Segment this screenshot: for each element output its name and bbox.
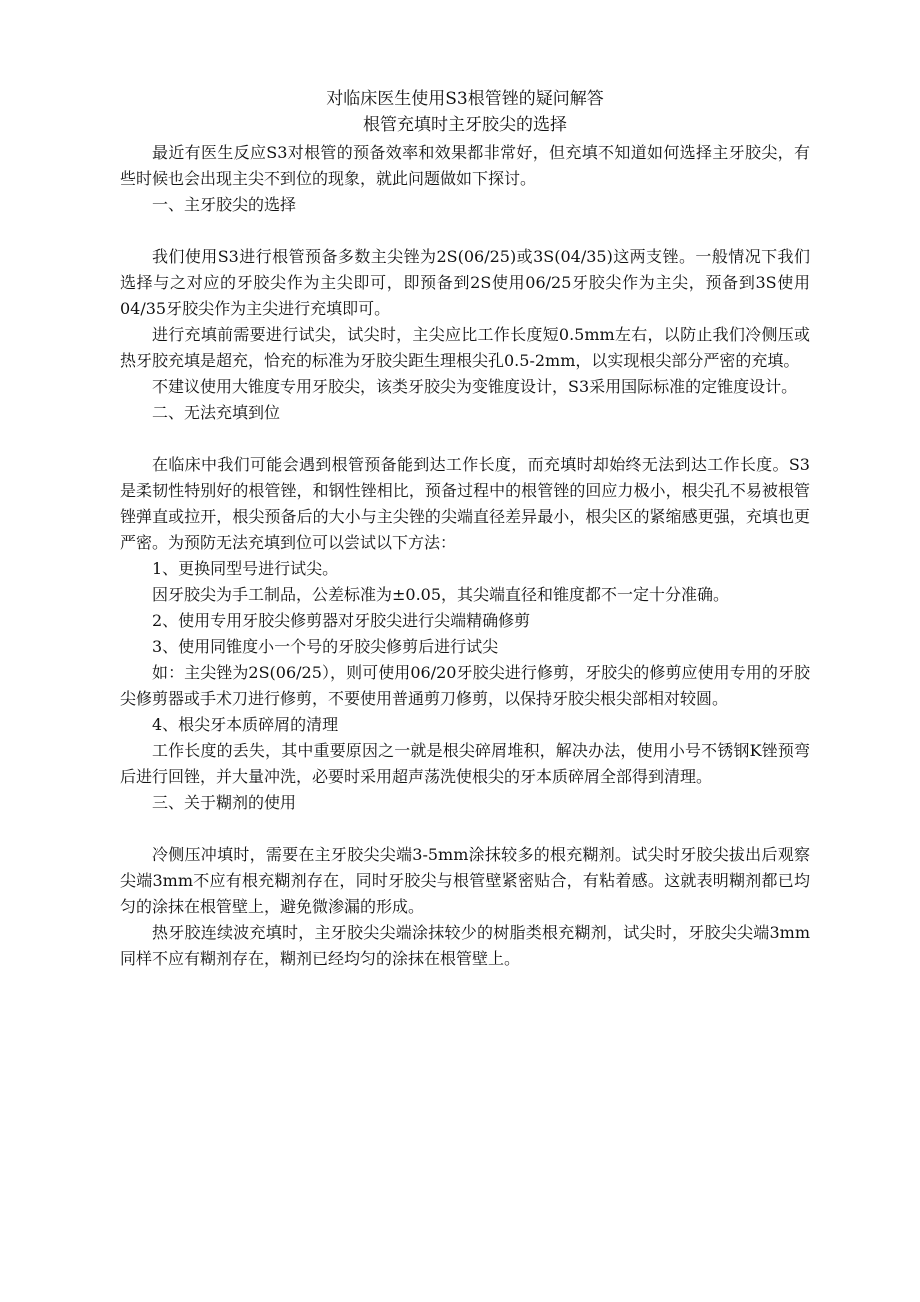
section-1-paragraph-1: 我们使用S3进行根管预备多数主尖锉为2S(06/25)或3S(04/35)这两支锉。一般情况下我们选择与之对应的牙胶尖作为主尖即可，即预备到2S使用06/25牙胶尖作为主尖，预备到3S使用04/35牙胶尖作为主尖进行充填即可。 [120, 247, 810, 318]
spacer [120, 218, 810, 244]
document-subtitle: 根管充填时主牙胶尖的选择 [363, 115, 567, 135]
section-3-paragraph-2: 热牙胶连续波充填时，主牙胶尖尖端涂抹较少的树脂类根充糊剂，试尖时，牙胶尖尖端3mm同样不应有糊剂存在，糊剂已经均匀的涂抹在根管壁上。 [120, 923, 810, 968]
spacer [120, 816, 810, 842]
section-1-paragraph-2: 进行充填前需要进行试尖，试尖时，主尖应比工作长度短0.5mm左右，以防止我们冷侧压或热牙胶充填是超充，恰充的标准为牙胶尖距生理根尖孔0.5-2mm，以实现根尖部分严密的充填。 [120, 325, 810, 370]
section-1-heading: 一、主牙胶尖的选择 [152, 195, 297, 214]
list-item-3: 3、使用同锥度小一个号的牙胶尖修剪后进行试尖 [152, 637, 499, 656]
list-item-1-description: 因牙胶尖为手工制品，公差标准为±0.05，其尖端直径和锥度都不一定十分准确。 [152, 585, 730, 604]
section-2-paragraph-1: 在临床中我们可能会遇到根管预备能到达工作长度，而充填时却始终无法到达工作长度。S3是柔韧性特别好的根管锉，和钢性锉相比，预备过程中的根管锉的回应力极小，根尖孔不易被根管锉弹直或拉开，根尖预备后的大小与主尖锉的尖端直径差异最小，根尖区的紧缩感更强，充填也更严密。为预防无法充填到位可以尝试以下方法： [120, 455, 810, 552]
section-2-heading: 二、无法充填到位 [152, 403, 281, 422]
list-item-4-description: 工作长度的丢失，其中重要原因之一就是根尖碎屑堆积，解决办法，使用小号不锈钢K锉预弯后进行回锉，并大量冲洗，必要时采用超声荡洗使根尖的牙本质碎屑全部得到清理。 [120, 741, 810, 786]
intro-paragraph: 最近有医生反应S3对根管的预备效率和效果都非常好，但充填不知道如何选择主牙胶尖，有些时候也会出现主尖不到位的现象，就此问题做如下探讨。 [120, 143, 810, 188]
list-item-1: 1、更换同型号进行试尖。 [152, 559, 339, 578]
section-3-paragraph-1: 冷侧压冲填时，需要在主牙胶尖尖端3-5mm涂抹较多的根充糊剂。试尖时牙胶尖拔出后观察尖端3mm不应有根充糊剂存在，同时牙胶尖与根管壁紧密贴合，有粘着感。这就表明糊剂都已均匀的涂抹在根管壁上，避免微渗漏的形成。 [120, 845, 810, 916]
spacer [120, 426, 810, 452]
section-3-heading: 三、关于糊剂的使用 [152, 793, 297, 812]
document-title: 对临床医生使用S3根管锉的疑问解答 [326, 89, 604, 109]
list-item-4: 4、根尖牙本质碎屑的清理 [152, 715, 339, 734]
section-1-paragraph-3: 不建议使用大锥度专用牙胶尖，该类牙胶尖为变锥度设计，S3采用国际标准的定锥度设计。 [152, 377, 798, 396]
list-item-2: 2、使用专用牙胶尖修剪器对牙胶尖进行尖端精确修剪 [152, 611, 531, 630]
list-item-3-description: 如：主尖锉为2S(06/25），则可使用06/20牙胶尖进行修剪，牙胶尖的修剪应使用专用的牙胶尖修剪器或手术刀进行修剪，不要使用普通剪刀修剪，以保持牙胶尖根尖部相对较圆。 [120, 663, 810, 708]
document-body [120, 140, 810, 972]
